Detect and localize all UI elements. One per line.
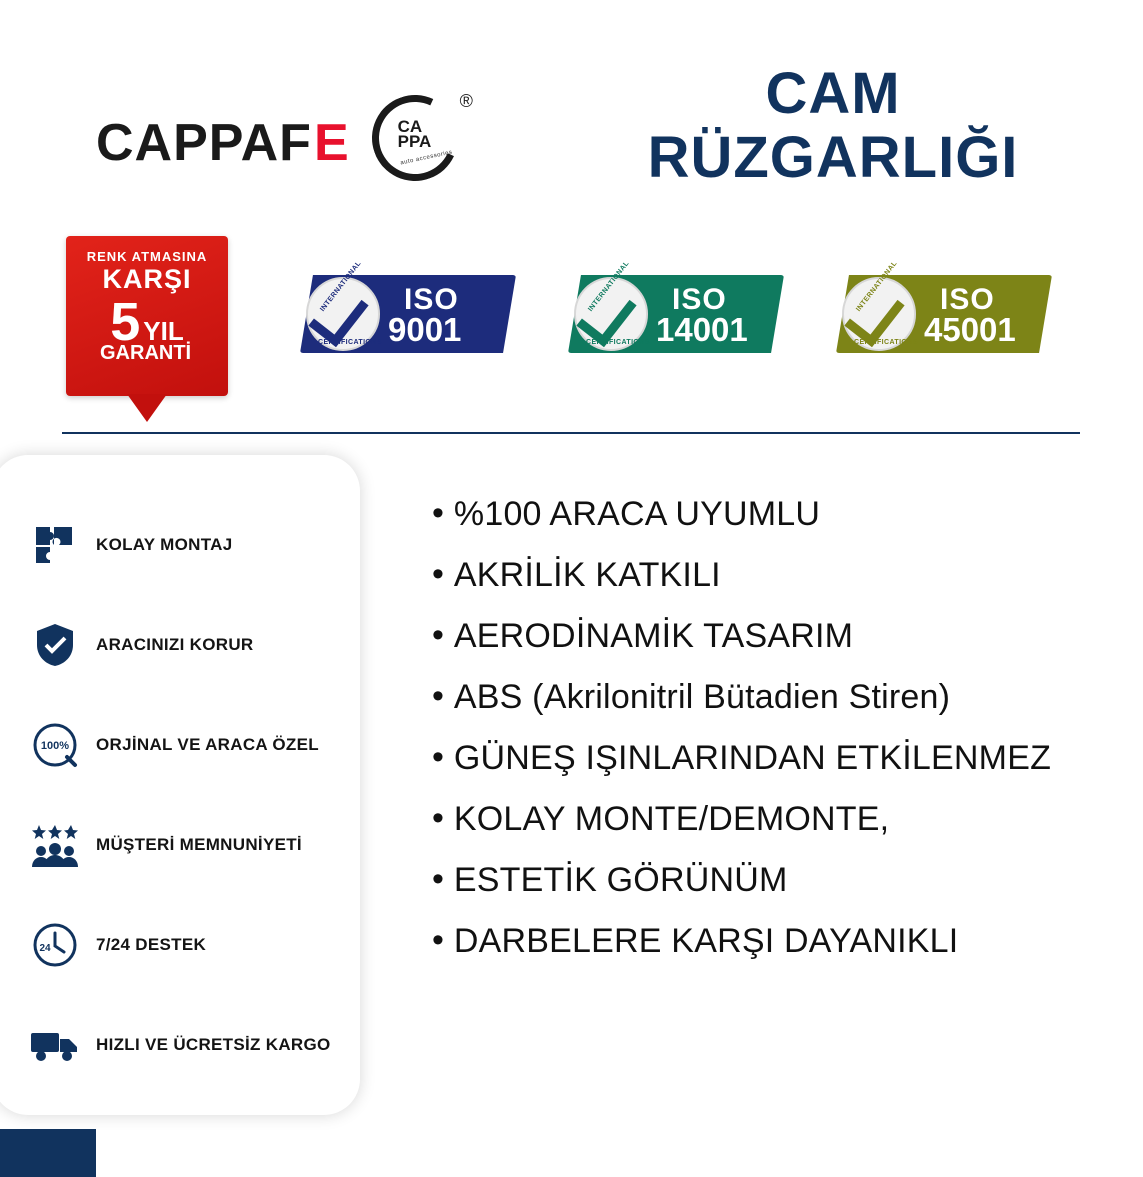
list-item [432, 736, 1092, 780]
feature-item-7-24-destek [26, 895, 346, 995]
clock-24-icon [26, 917, 84, 973]
iso-45001-arc-text [842, 259, 918, 351]
warranty-badge-line-3: GARANTİ [100, 342, 192, 364]
svg-text:24: 24 [39, 943, 51, 954]
brand-wordmark-accent: E [313, 114, 350, 172]
iso-9001-arc-top: INTERNATIONAL [319, 259, 363, 314]
header [0, 0, 1143, 230]
feature-item-kolay-montaj [26, 495, 346, 595]
emblem-line-1: CA [397, 117, 423, 136]
bullet-dot-icon: • [432, 494, 444, 532]
bullet-dot-icon: • [432, 860, 444, 898]
features-list [26, 495, 346, 1095]
iso-14001-arc-bottom: CERTIFICATIONS [586, 339, 650, 346]
iso-14001-arc-top: INTERNATIONAL [587, 259, 631, 314]
list-item [432, 675, 1092, 719]
product-features-list [432, 492, 1092, 980]
iso-14001-number: 14001 [656, 311, 748, 348]
iso-14001-badge [568, 259, 784, 353]
page-title [623, 62, 1043, 190]
people-stars-icon [26, 817, 84, 873]
iso-9001-arc-text [306, 259, 382, 351]
iso-45001-word: ISO [940, 283, 995, 316]
emblem-inner-text [398, 119, 432, 149]
bullet-text: DARBELERE KARŞI DAYANIKLI [453, 922, 959, 960]
iso-14001-word: ISO [672, 283, 727, 316]
bullet-dot-icon: • [432, 921, 444, 959]
feature-label: 7/24 DESTEK [96, 935, 207, 954]
page-title-line-2: RÜZGARLIĞI [647, 125, 1019, 190]
bullet-text: ABS (Akrilonitril Bütadien Stiren) [453, 678, 951, 716]
bullet-dot-icon: • [432, 555, 444, 593]
iso-45001-number: 45001 [924, 311, 1016, 348]
bullet-dot-icon: • [432, 799, 444, 837]
bullet-text: KOLAY MONTE/DEMONTE, [453, 800, 890, 838]
list-item [432, 858, 1092, 902]
bullet-dot-icon: • [432, 738, 444, 776]
list-item [432, 919, 1092, 963]
feature-item-orjinal-araca-ozel [26, 695, 346, 795]
bullet-text: GÜNEŞ IŞINLARINDAN ETKİLENMEZ [453, 739, 1052, 777]
feature-item-musteri-memnuniyeti [26, 795, 346, 895]
emblem-line-2: PPA [397, 132, 432, 151]
page-title-line-1: CAM [765, 61, 901, 126]
svg-text:100%: 100% [40, 740, 70, 752]
corner-accent [0, 1129, 96, 1177]
iso-9001-number: 9001 [388, 311, 462, 348]
feature-label: KOLAY MONTAJ [96, 535, 233, 554]
warranty-badge-line-1: RENK ATMASINA [86, 249, 208, 264]
feature-label: ORJİNAL VE ARACA ÖZEL [96, 735, 319, 754]
iso-9001-badge [300, 259, 516, 353]
iso-45001-arc-bottom: CERTIFICATIONS [854, 339, 918, 346]
list-item [432, 797, 1092, 841]
iso-45001-badge [836, 259, 1052, 353]
iso-14001-arc-text [574, 259, 650, 351]
section-divider [62, 432, 1080, 434]
brand-logo [96, 91, 473, 191]
puzzle-icon [26, 517, 84, 573]
list-item [432, 492, 1092, 536]
certification-badges [300, 259, 1052, 353]
bullet-text: AKRİLİK KATKILI [453, 556, 721, 594]
emblem-sub-text: auto accessories [399, 149, 453, 167]
list-item [432, 614, 1092, 658]
feature-item-hizli-ucretsiz-kargo [26, 995, 346, 1095]
registered-mark-icon: ® [459, 91, 473, 111]
iso-9001-arc-bottom: CERTIFICATIONS [318, 339, 382, 346]
warranty-badge-unit: YIL [143, 316, 184, 346]
bullet-text: AERODİNAMİK TASARIM [453, 617, 854, 655]
feature-label: MÜŞTERİ MEMNUNİYETİ [96, 835, 302, 854]
bullet-text: ESTETİK GÖRÜNÜM [453, 861, 788, 899]
warranty-badge-line-2: KARŞI [102, 264, 192, 294]
hundred-percent-icon [26, 717, 84, 773]
shield-check-icon [26, 617, 84, 673]
warranty-badge-duration [66, 292, 228, 352]
bullet-text: %100 ARACA UYUMLU [453, 495, 821, 533]
features-card [0, 455, 360, 1115]
feature-label: ARACINIZI KORUR [96, 635, 254, 654]
feature-item-aracinizi-korur [26, 595, 346, 695]
warranty-badge-number: 5 [110, 292, 141, 352]
truck-icon [26, 1017, 84, 1073]
brand-emblem-icon [372, 91, 473, 191]
brand-wordmark [96, 114, 350, 172]
iso-45001-arc-top: INTERNATIONAL [855, 259, 899, 314]
iso-9001-word: ISO [404, 283, 459, 316]
bullet-dot-icon: • [432, 616, 444, 654]
warranty-badge [66, 236, 228, 396]
bullet-dot-icon: • [432, 677, 444, 715]
list-item [432, 553, 1092, 597]
feature-label: HIZLI VE ÜCRETSİZ KARGO [96, 1035, 331, 1054]
brand-wordmark-dark: CAPPAF [96, 114, 312, 172]
